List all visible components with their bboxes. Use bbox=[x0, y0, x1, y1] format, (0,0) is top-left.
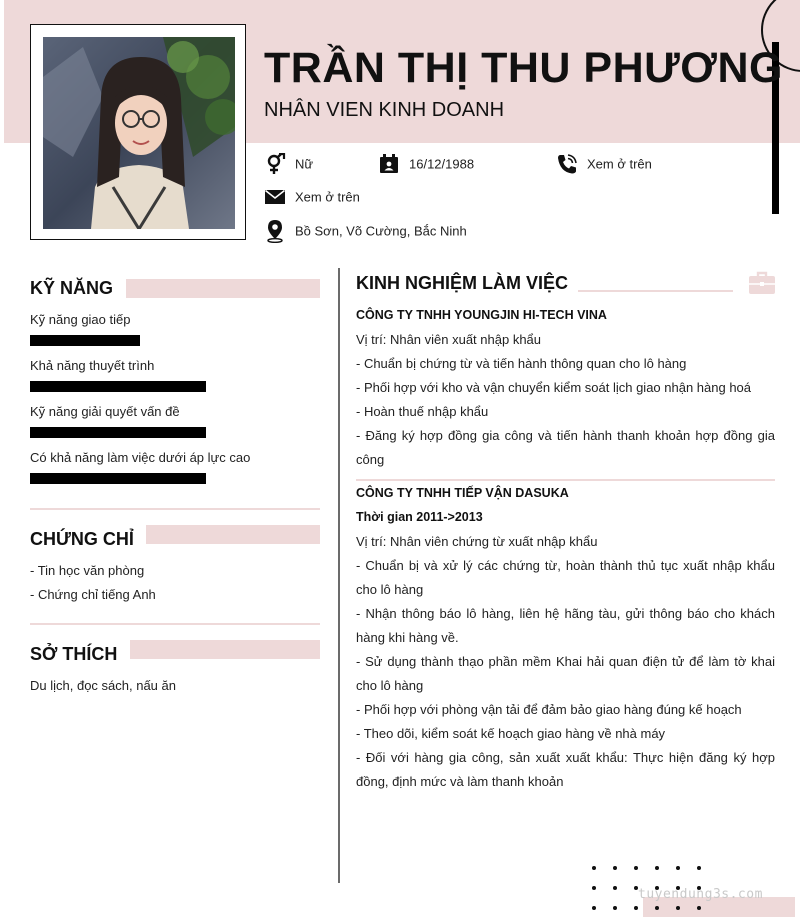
company-name: CÔNG TY TNHH YOUNGJIN HI-TECH VINA bbox=[356, 308, 607, 322]
experience-title: KINH NGHIỆM LÀM VIỆC bbox=[356, 273, 569, 293]
job-duty: - Đăng ký hợp đồng gia công và tiến hành thanh khoản hợp đồng gia công bbox=[356, 428, 775, 467]
skills-title-bar bbox=[126, 279, 320, 298]
email-value: Xem ở trên bbox=[295, 189, 360, 205]
job-period: Thời gian 2011->2013 bbox=[356, 510, 483, 524]
job-divider bbox=[356, 479, 775, 481]
gender-info bbox=[264, 152, 364, 176]
gender-icon bbox=[264, 153, 286, 175]
watermark: tuyendung3s.com bbox=[638, 887, 763, 902]
dot bbox=[676, 906, 680, 910]
address-info bbox=[264, 218, 524, 244]
experience-title-line bbox=[578, 290, 733, 292]
skill-label: Khả năng thuyết trình bbox=[30, 358, 155, 373]
job-position: Vị trí: Nhân viên chứng từ xuất nhập khẩu bbox=[356, 534, 598, 549]
dot bbox=[676, 866, 680, 870]
dot bbox=[634, 906, 638, 910]
address-value: Bồ Sơn, Võ Cường, Bắc Ninh bbox=[295, 223, 467, 239]
email-icon bbox=[264, 186, 286, 208]
job-duty: - Đối với hàng gia công, sản xuất xuất khẩu: Thực hiện đăng ký hợp đồng, định mức và làm thanh khoản bbox=[356, 750, 775, 789]
job-duty: - Sử dụng thành thạo phần mềm Khai hải quan điện tử để làm tờ khai cho lô hàng bbox=[356, 654, 775, 693]
phone-info bbox=[556, 152, 686, 176]
birthday-info bbox=[378, 152, 528, 176]
dot bbox=[613, 886, 617, 890]
avatar-frame bbox=[30, 24, 246, 240]
hobbies-text: Du lịch, đọc sách, nấu ăn bbox=[30, 678, 176, 693]
job-duty: - Hoàn thuế nhập khẩu bbox=[356, 404, 489, 419]
job-duty: - Chuẩn bị chứng từ và tiến hành thông quan cho lô hàng bbox=[356, 356, 687, 371]
skill-label: Kỹ năng giao tiếp bbox=[30, 312, 131, 327]
dot bbox=[634, 866, 638, 870]
company-name: CÔNG TY TNHH TIẾP VẬN DASUKA bbox=[356, 486, 569, 500]
skill-label: Có khả năng làm việc dưới áp lực cao bbox=[30, 450, 251, 465]
skill-bar-fill bbox=[30, 473, 206, 484]
hobbies-title: SỞ THÍCH bbox=[30, 644, 118, 664]
avatar bbox=[43, 37, 235, 229]
dot bbox=[697, 906, 701, 910]
briefcase-icon bbox=[748, 271, 776, 295]
column-divider bbox=[338, 268, 340, 883]
section-divider bbox=[30, 623, 320, 625]
job-position: Vị trí: Nhân viên xuất nhập khẩu bbox=[356, 332, 542, 347]
dot bbox=[592, 886, 596, 890]
skill-label: Kỹ năng giải quyết vấn đề bbox=[30, 404, 180, 419]
birthday-value: 16/12/1988 bbox=[409, 156, 475, 172]
dot bbox=[697, 866, 701, 870]
dot bbox=[592, 866, 596, 870]
dot bbox=[655, 866, 659, 870]
email-info bbox=[264, 185, 404, 209]
phone-icon bbox=[556, 153, 578, 175]
gender-value: Nữ bbox=[295, 156, 314, 172]
location-icon bbox=[264, 219, 286, 243]
skills-title: KỸ NĂNG bbox=[30, 278, 114, 298]
job-duty: - Theo dõi, kiểm soát kế hoạch giao hàng về nhà máy bbox=[356, 726, 666, 741]
skill-bar bbox=[30, 381, 206, 392]
skill-bar-fill bbox=[30, 427, 206, 438]
candidate-name: TRẦN THỊ THU PHƯƠNG bbox=[264, 44, 783, 92]
certificates-title-bar bbox=[146, 525, 320, 544]
job-duty: - Chuẩn bị và xử lý các chứng từ, hoàn thành thủ tục xuất nhập khẩu cho lô hàng bbox=[356, 558, 775, 597]
job-title: NHÂN VIEN KINH DOANH bbox=[264, 99, 505, 121]
dot bbox=[655, 906, 659, 910]
job-duty: - Phối hợp với phòng vận tải để đảm bảo giao hàng đúng kế hoạch bbox=[356, 702, 742, 717]
job-duty: - Nhận thông báo lô hàng, liên hệ hãng tàu, gửi thông báo cho khách hàng khi hàng về. bbox=[356, 606, 775, 645]
certificate-item: - Tin học văn phòng bbox=[30, 563, 145, 578]
skill-bar-fill bbox=[30, 335, 140, 346]
dot bbox=[592, 906, 596, 910]
calendar-icon bbox=[378, 153, 400, 175]
skill-bar bbox=[30, 427, 206, 438]
section-divider bbox=[30, 508, 320, 510]
dot bbox=[613, 906, 617, 910]
certificate-item: - Chứng chỉ tiếng Anh bbox=[30, 587, 156, 602]
hobbies-title-bar bbox=[130, 640, 320, 659]
skill-bar-fill bbox=[30, 381, 206, 392]
skill-bar bbox=[30, 335, 206, 346]
skill-bar bbox=[30, 473, 206, 484]
certificates-title: CHỨNG CHỈ bbox=[30, 529, 134, 549]
dot bbox=[613, 866, 617, 870]
phone-value: Xem ở trên bbox=[587, 156, 652, 172]
job-duty: - Phối hợp với kho và vận chuyển kiểm soát lịch giao nhận hàng hoá bbox=[356, 380, 752, 395]
